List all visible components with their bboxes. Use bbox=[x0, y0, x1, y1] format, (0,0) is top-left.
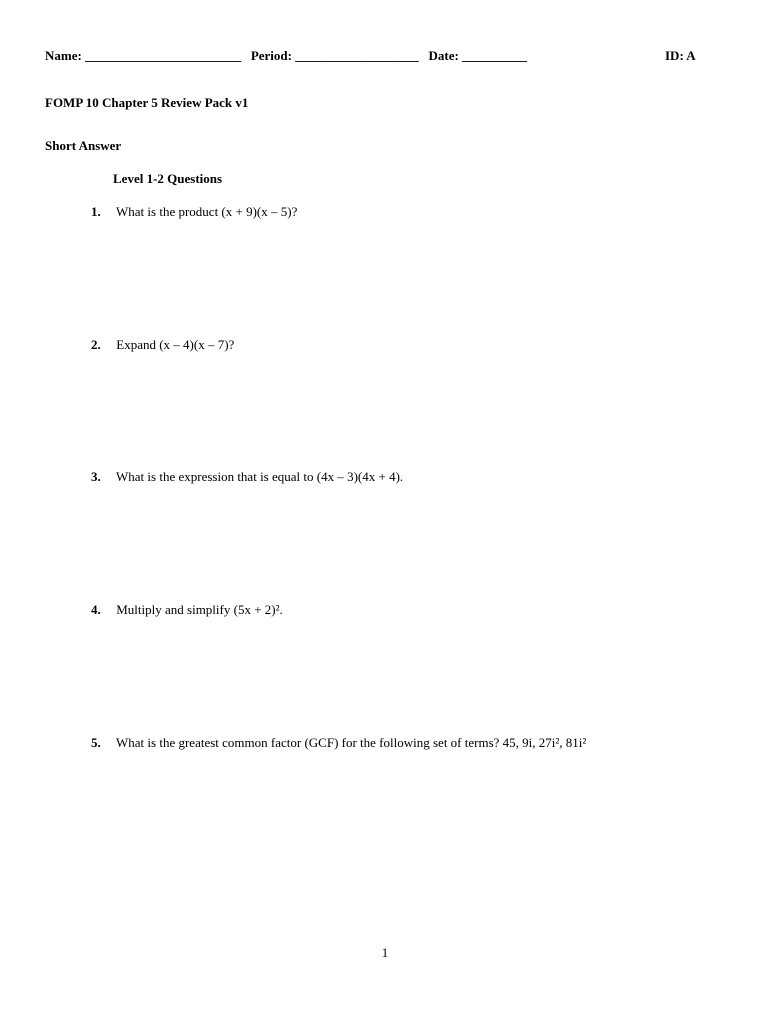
page-number: 1 bbox=[381, 945, 389, 960]
question-number: 3. bbox=[91, 469, 101, 484]
section-title: Short Answer bbox=[45, 138, 122, 153]
question-number: 4. bbox=[91, 602, 101, 617]
question-text: What is the greatest common factor (GCF) for the following set of terms? 45, 9i, 27i², 81i² bbox=[116, 735, 587, 750]
date-field: Date: __________ bbox=[428, 48, 528, 63]
question-4 bbox=[91, 602, 283, 618]
header-row bbox=[45, 48, 705, 64]
question-number: 5. bbox=[91, 735, 101, 750]
question-text: What is the expression that is equal to (4x – 3)(4x + 4). bbox=[116, 469, 404, 484]
question-2 bbox=[91, 337, 234, 353]
level-title: Level 1-2 Questions bbox=[113, 171, 223, 186]
question-text: Multiply and simplify (5x + 2)². bbox=[116, 602, 283, 617]
period-field: Period: ___________________ bbox=[250, 48, 419, 63]
question-5 bbox=[91, 735, 586, 751]
question-text: What is the product (x + 9)(x – 5)? bbox=[116, 204, 298, 219]
document-title: FOMP 10 Chapter 5 Review Pack v1 bbox=[45, 95, 249, 110]
name-field: Name: ________________________ bbox=[45, 48, 242, 63]
question-number: 2. bbox=[91, 337, 101, 352]
question-3 bbox=[91, 469, 403, 485]
question-number: 1. bbox=[91, 204, 101, 219]
question-1 bbox=[91, 204, 297, 220]
question-text: Expand (x – 4)(x – 7)? bbox=[116, 337, 235, 352]
id-label: ID: A bbox=[665, 48, 696, 63]
